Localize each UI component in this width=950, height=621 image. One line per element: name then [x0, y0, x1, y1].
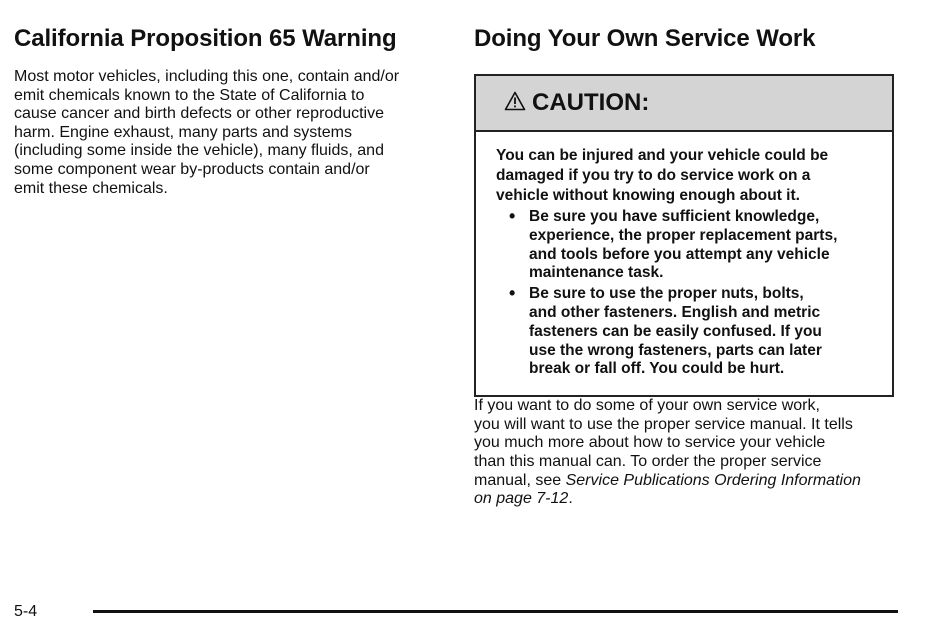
service-manual-text: If you want to do some of your own service work, you will want to use the proper service manual. It tells you much more about how to service your vehicle than this manual can. To order the proper service manual, see	[474, 397, 853, 489]
caution-bullet-list	[496, 208, 874, 379]
right-column	[474, 24, 898, 509]
paragraph-period: .	[568, 490, 573, 508]
caution-box	[474, 74, 894, 397]
caution-intro: You can be injured and your vehicle could be damaged if you try to do service work on a vehicle without knowing enough about it.	[496, 147, 829, 204]
page-number: 5-4	[14, 603, 38, 620]
caution-body	[476, 132, 892, 395]
caution-bullet-item: • Be sure you have sufficient knowledge, experience, the proper replacement parts, and tools before you attempt any vehicle maintenance task.	[529, 208, 874, 283]
caution-title: CAUTION:	[532, 89, 650, 116]
left-column	[14, 24, 434, 198]
caution-header	[476, 76, 892, 132]
service-manual-paragraph	[474, 397, 898, 509]
service-work-heading: Doing Your Own Service Work	[474, 25, 816, 52]
prop65-heading: California Proposition 65 Warning	[14, 25, 397, 52]
footer-divider	[93, 610, 898, 613]
caution-bullet-item: • Be sure to use the proper nuts, bolts, and other fasteners. English and metric fasteners can be easily confused. If you use the wrong fasteners, parts can later break or fall off. You could be hurt.	[529, 285, 874, 379]
warning-triangle-icon	[504, 91, 526, 111]
prop65-paragraph: Most motor vehicles, including this one, contain and/or emit chemicals known to the State of California to cause cancer and birth defects or other reproductive harm. Engine exhaust, many parts and systems (including some inside the vehicle), many fluids, and some component wear by-products contain and/or emit these chemicals.	[14, 68, 400, 197]
service-publications-reference-link[interactable]: Service Publications Ordering Information on page 7-12	[474, 471, 861, 508]
